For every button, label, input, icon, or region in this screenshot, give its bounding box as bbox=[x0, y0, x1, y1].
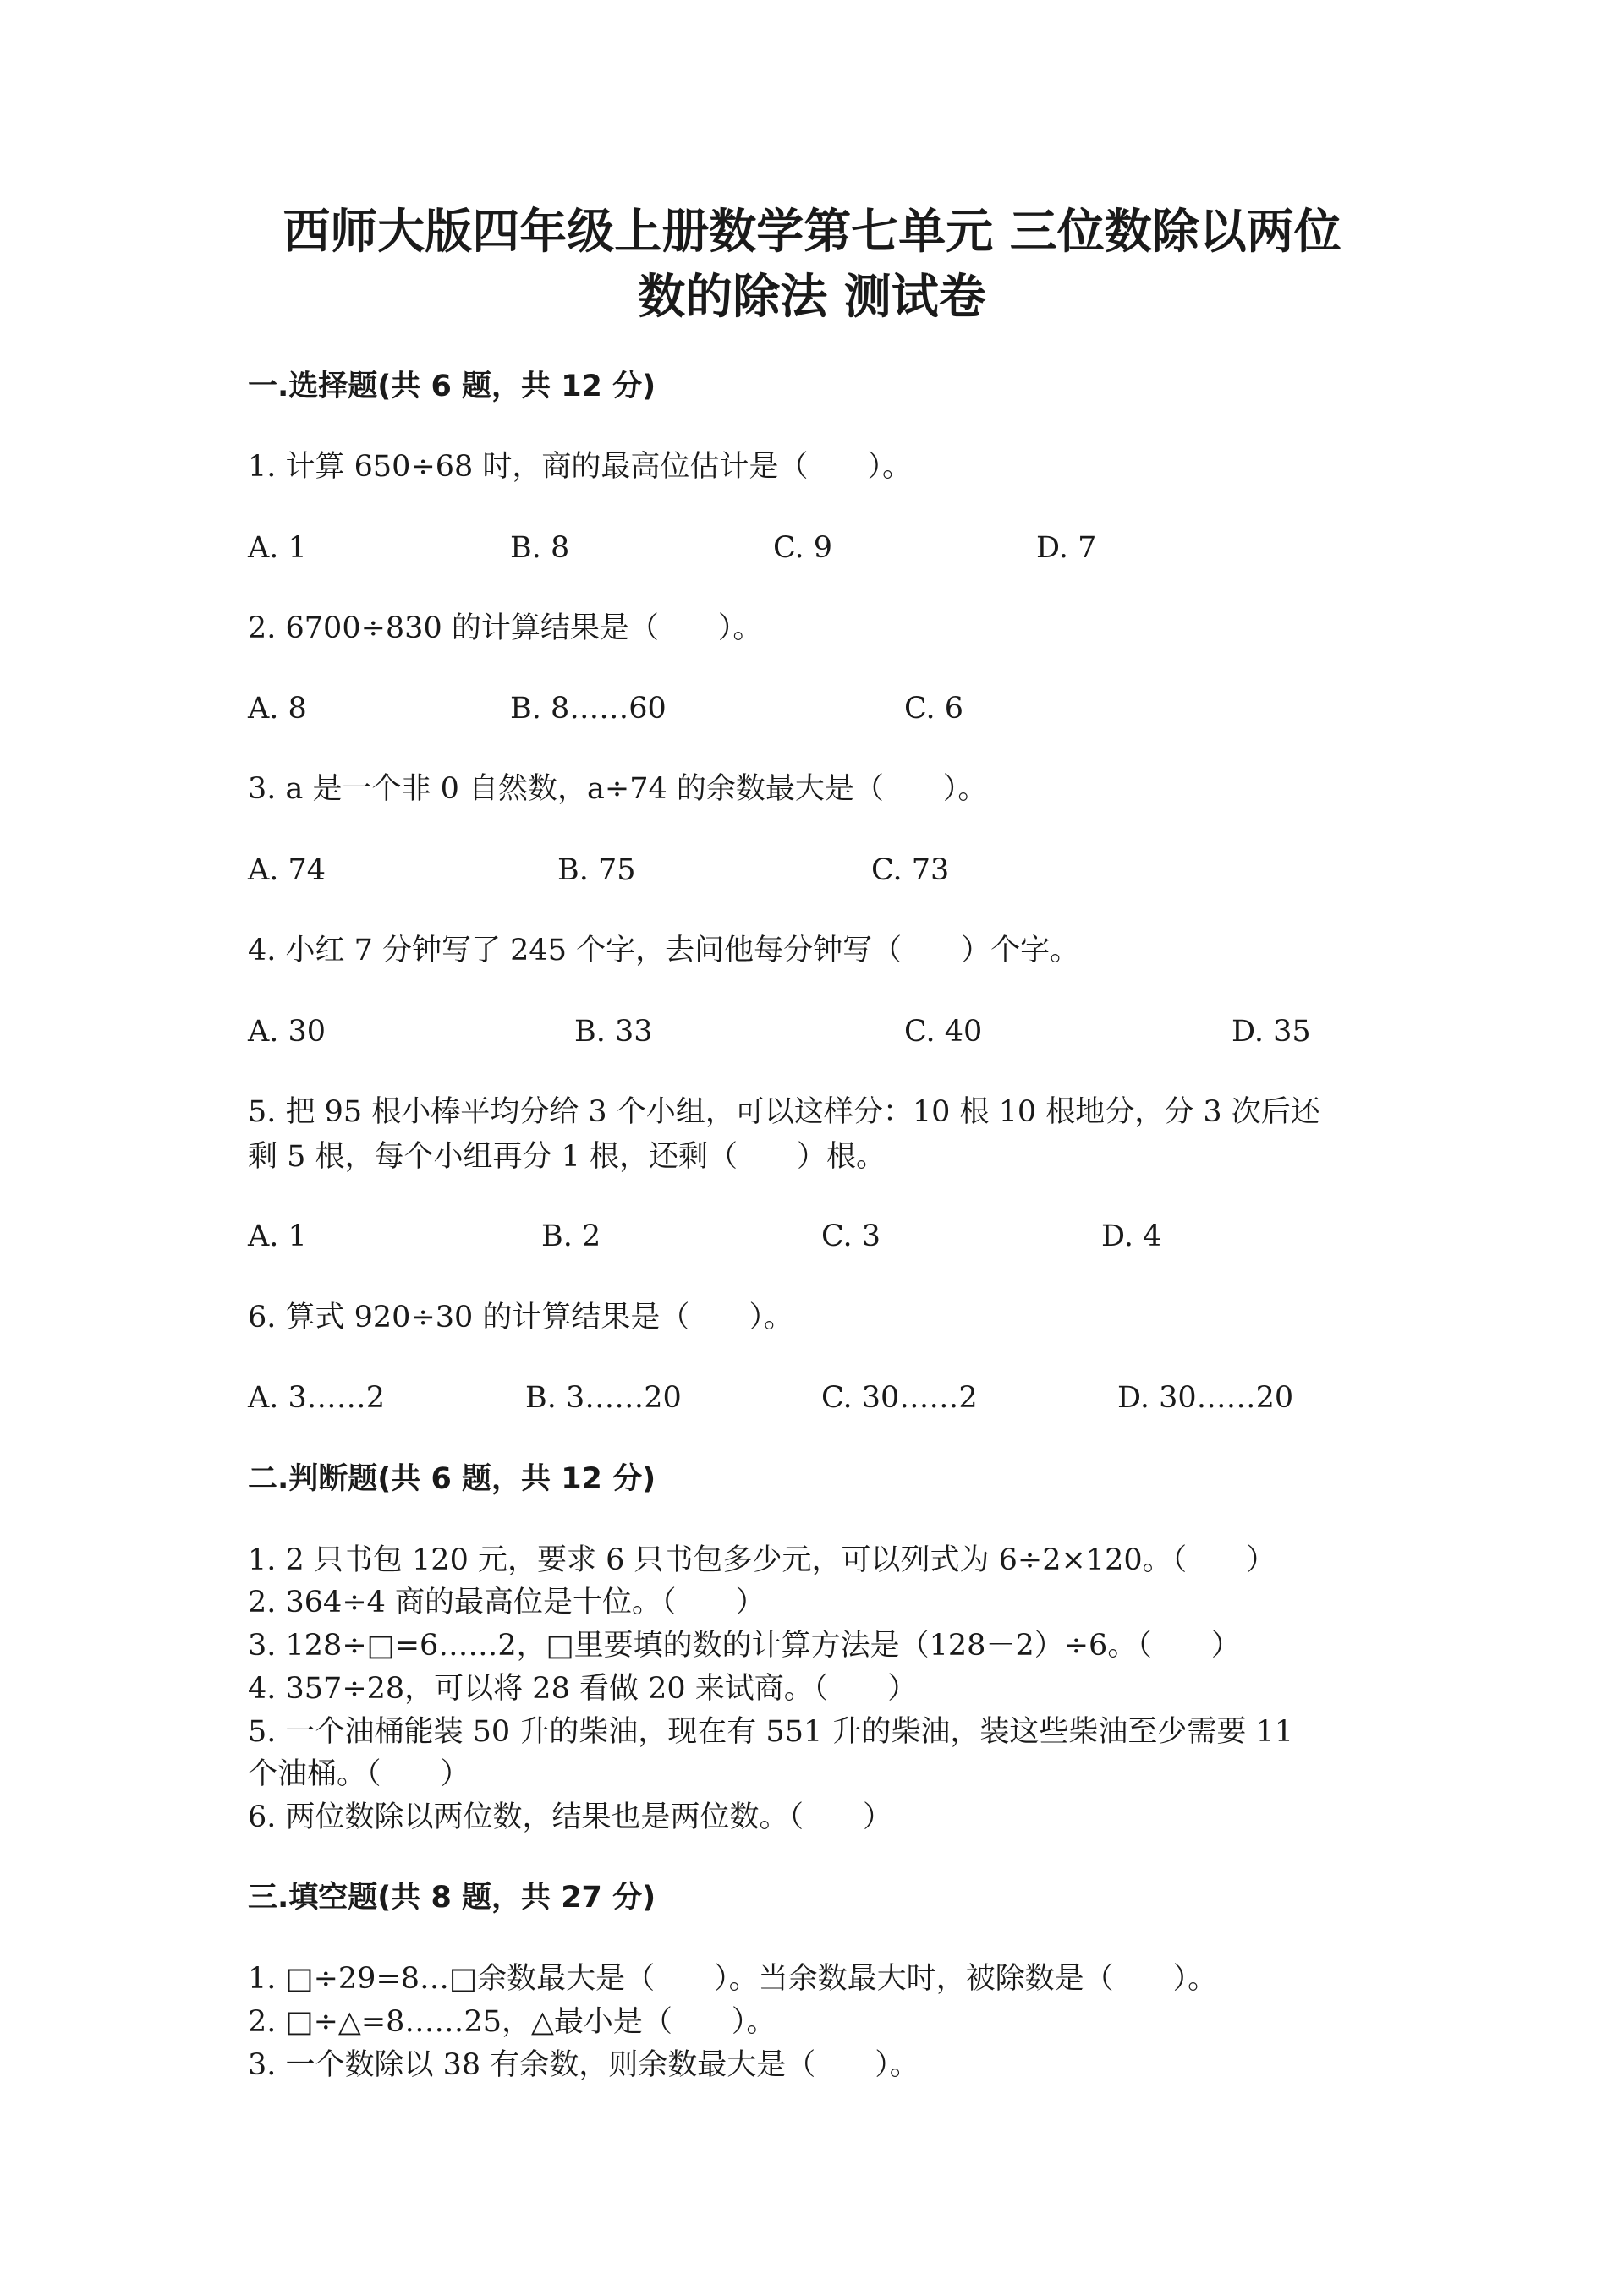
option-d: D. 30……20 bbox=[1117, 1381, 1294, 1415]
list-item: 5. 一个油桶能装 50 升的柴油，现在有 551 升的柴油，装这些柴油至少需要 11 bbox=[248, 1715, 1294, 1749]
option-a: A. 3……2 bbox=[248, 1381, 386, 1415]
section-heading-judgment: 二.判断题(共 6 题，共 12 分) bbox=[248, 1462, 656, 1496]
section-heading-choice: 一.选择题(共 6 题，共 12 分) bbox=[248, 370, 656, 403]
option-b: B. 3……20 bbox=[525, 1381, 682, 1415]
list-item: 2. 364÷4 商的最高位是十位。（ ） bbox=[248, 1586, 765, 1619]
list-item: 个油桶。（ ） bbox=[248, 1757, 470, 1791]
list-item: 2. □÷△=8……25，△最小是（ ）。 bbox=[248, 2005, 776, 2039]
option-d: D. 7 bbox=[1036, 531, 1097, 565]
option-b: B. 8 bbox=[510, 531, 570, 565]
title-line-1: 西师大版四年级上册数学第七单元 三位数除以两位 bbox=[283, 205, 1341, 260]
option-c: C. 40 bbox=[904, 1015, 983, 1049]
question-text: 6. 算式 920÷30 的计算结果是（ ）。 bbox=[248, 1301, 793, 1334]
option-c: C. 30……2 bbox=[821, 1381, 978, 1415]
option-c: C. 73 bbox=[871, 853, 950, 887]
option-a: A. 8 bbox=[248, 692, 307, 726]
option-a: A. 1 bbox=[248, 1219, 307, 1253]
title-line-2: 数的除法 测试卷 bbox=[638, 270, 986, 325]
option-b: B. 8……60 bbox=[510, 692, 667, 726]
question-text: 4. 小红 7 分钟写了 245 个字，去问他每分钟写（ ）个字。 bbox=[248, 934, 1080, 967]
option-c: C. 6 bbox=[904, 692, 964, 726]
option-c: C. 9 bbox=[773, 531, 833, 565]
list-item: 3. 一个数除以 38 有余数，则余数最大是（ ）。 bbox=[248, 2048, 919, 2082]
list-item: 3. 128÷□=6……2，□里要填的数的计算方法是（128－2）÷6。（ ） bbox=[248, 1629, 1241, 1663]
option-d: D. 35 bbox=[1232, 1015, 1311, 1049]
question-text: 1. 计算 650÷68 时，商的最高位估计是（ ）。 bbox=[248, 450, 912, 484]
option-b: B. 2 bbox=[541, 1219, 601, 1253]
option-c: C. 3 bbox=[821, 1219, 881, 1253]
list-item: 1. 2 只书包 120 元，要求 6 只书包多少元，可以列式为 6÷2×120。（ ） bbox=[248, 1543, 1276, 1577]
option-a: A. 74 bbox=[248, 853, 326, 887]
list-item: 4. 357÷28，可以将 28 看做 20 来试商。（ ） bbox=[248, 1672, 918, 1706]
question-text: 3. a 是一个非 0 自然数，a÷74 的余数最大是（ ）。 bbox=[248, 772, 988, 806]
list-item: 1. □÷29=8…□余数最大是（ ）。当余数最大时，被除数是（ ）。 bbox=[248, 1962, 1218, 1996]
question-text-line-2: 剩 5 根，每个小组再分 1 根，还剩（ ）根。 bbox=[248, 1140, 886, 1174]
option-b: B. 75 bbox=[557, 853, 636, 887]
question-text: 2. 6700÷830 的计算结果是（ ）。 bbox=[248, 611, 763, 645]
section-heading-fill-in: 三.填空题(共 8 题，共 27 分) bbox=[248, 1881, 656, 1915]
list-item: 6. 两位数除以两位数，结果也是两位数。（ ） bbox=[248, 1800, 893, 1834]
option-a: A. 1 bbox=[248, 531, 307, 565]
question-text-line-1: 5. 把 95 根小棒平均分给 3 个小组，可以这样分：10 根 10 根地分，分 3 次后还 bbox=[248, 1095, 1320, 1129]
option-a: A. 30 bbox=[248, 1015, 326, 1049]
option-d: D. 4 bbox=[1101, 1219, 1162, 1253]
option-b: B. 33 bbox=[574, 1015, 653, 1049]
